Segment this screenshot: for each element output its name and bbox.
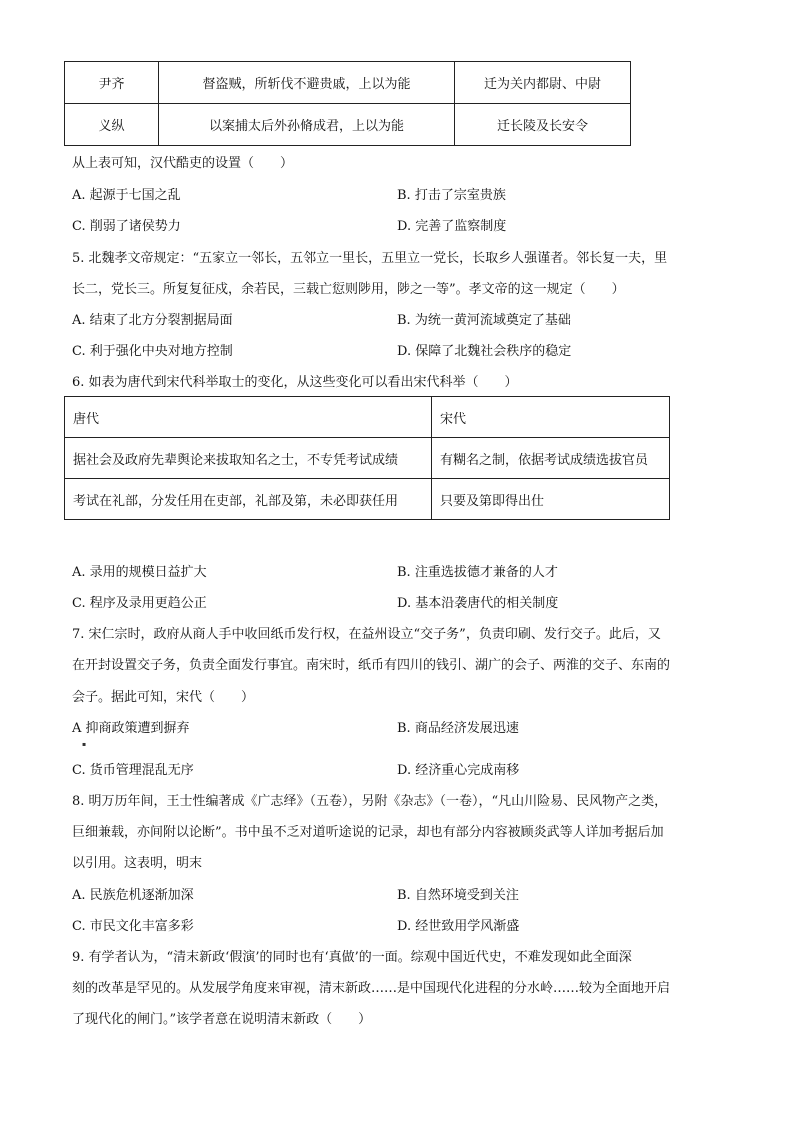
table-cell: 迁长陵及长安令 [455,104,631,146]
q6-option-c[interactable]: C. 程序及录用更趋公正 [72,596,207,611]
table-cell: 据社会及政府先辈舆论来拔取知名之士，不专凭考试成绩 [65,438,432,479]
question-4-stem: 从上表可知，汉代酷吏的设置（ ） [72,156,294,171]
table-cell: 尹齐 [65,62,159,104]
question-8-line: 8. 明万历年间，王士性编著成《广志绎》（五卷），另附《杂志》（一卷），“凡山川险易、民风物产之类， [72,794,668,809]
stray-mark: ▪ [82,741,87,748]
table-cell: 督盗贼，所斩伐不避贵戚，上以为能 [159,62,455,104]
q7-option-a[interactable]: A 抑商政策遭到摒弃 [72,721,190,736]
table-cell: 以案捕太后外孙脩成君，上以为能 [159,104,455,146]
table-cell: 有糊名之制，依据考试成绩选拔官员 [432,438,670,479]
q6-option-d[interactable]: D. 基本沿袭唐代的相关制度 [397,596,559,611]
table-row [65,479,670,520]
q8-option-a[interactable]: A. 民族危机逐渐加深 [72,888,194,903]
q8-option-d[interactable]: D. 经世致用学风渐盛 [397,919,520,934]
q7-option-b[interactable]: B. 商品经济发展迅速 [397,721,519,736]
q8-option-c[interactable]: C. 市民文化丰富多彩 [72,919,194,934]
table-row [65,104,631,146]
question-7-line: 会子。据此可知，宋代（ ） [72,690,255,705]
question-9-line: 了现代化的闸门。”该学者意在说明清末新政（ ） [72,1012,372,1027]
table-cell: 考试在礼部，分发任用在吏部，礼部及第，未必即获任用 [65,479,432,520]
q5-option-a[interactable]: A. 结束了北方分裂割据局面 [72,313,233,328]
q5-option-d[interactable]: D. 保障了北魏社会秩序的稳定 [397,344,572,359]
table-row [65,438,670,479]
question-5-line: 长二，党长三。所复复征戍，余若民，三载亡愆则陟用，陟之一等”。孝文帝的这一规定（ ） [72,282,625,297]
question-9-line: 9. 有学者认为，“清末新政‘假演’的同时也有‘真做’的一面。综观中国近代史，不难发现如此全面深 [72,950,632,965]
q4-option-b[interactable]: B. 打击了宗室贵族 [397,188,506,203]
table-cell: 只要及第即得出仕 [432,479,670,520]
question-7-line: 7. 宋仁宗时，政府从商人手中收回纸币发行权，在益州设立“交子务”，负责印刷、发行交子。此后，又 [72,627,661,642]
question-8-line: 以引用。这表明，明末 [72,856,203,871]
q5-option-b[interactable]: B. 为统一黄河流域奠定了基础 [397,313,571,328]
table-header-row [65,397,670,438]
official-table [64,61,631,146]
exam-change-table [64,396,670,520]
table-row [65,62,631,104]
question-9-line: 刻的改革是罕见的。从发展学角度来审视，清末新政……是中国现代化进程的分水岭……较为全面地开启 [72,981,671,996]
table-header-cell: 宋代 [432,397,670,438]
q6-option-a[interactable]: A. 录用的规模日益扩大 [72,565,207,580]
q4-option-d[interactable]: D. 完善了监察制度 [397,219,507,234]
question-6-stem: 6. 如表为唐代到宋代科举取士的变化，从这些变化可以看出宋代科举（ ） [72,375,518,390]
table-cell: 义纵 [65,104,159,146]
q7-option-d[interactable]: D. 经济重心完成南移 [397,763,520,778]
q4-option-a[interactable]: A. 起源于七国之乱 [72,188,181,203]
q6-option-b[interactable]: B. 注重选拔德才兼备的人才 [397,565,558,580]
q5-option-c[interactable]: C. 利于强化中央对地方控制 [72,344,233,359]
question-7-line: 在开封设置交子务，负责全面发行事宜。南宋时，纸币有四川的钱引、湖广的会子、两淮的交子、东南的 [72,658,671,673]
table-cell: 迁为关内都尉、中尉 [455,62,631,104]
question-8-line: 巨细兼载，亦间附以论断”。书中虽不乏对道听途说的记录，却也有部分内容被顾炎武等人详加考据后加 [72,825,664,840]
q7-option-c[interactable]: C. 货币管理混乱无序 [72,763,194,778]
question-5-line: 5. 北魏孝文帝规定：“五家立一邻长，五邻立一里长，五里立一党长，长取乡人强谨者。邻长复一夫，里 [72,251,668,266]
q4-option-c[interactable]: C. 削弱了诸侯势力 [72,219,181,234]
table-header-cell: 唐代 [65,397,432,438]
q8-option-b[interactable]: B. 自然环境受到关注 [397,888,519,903]
